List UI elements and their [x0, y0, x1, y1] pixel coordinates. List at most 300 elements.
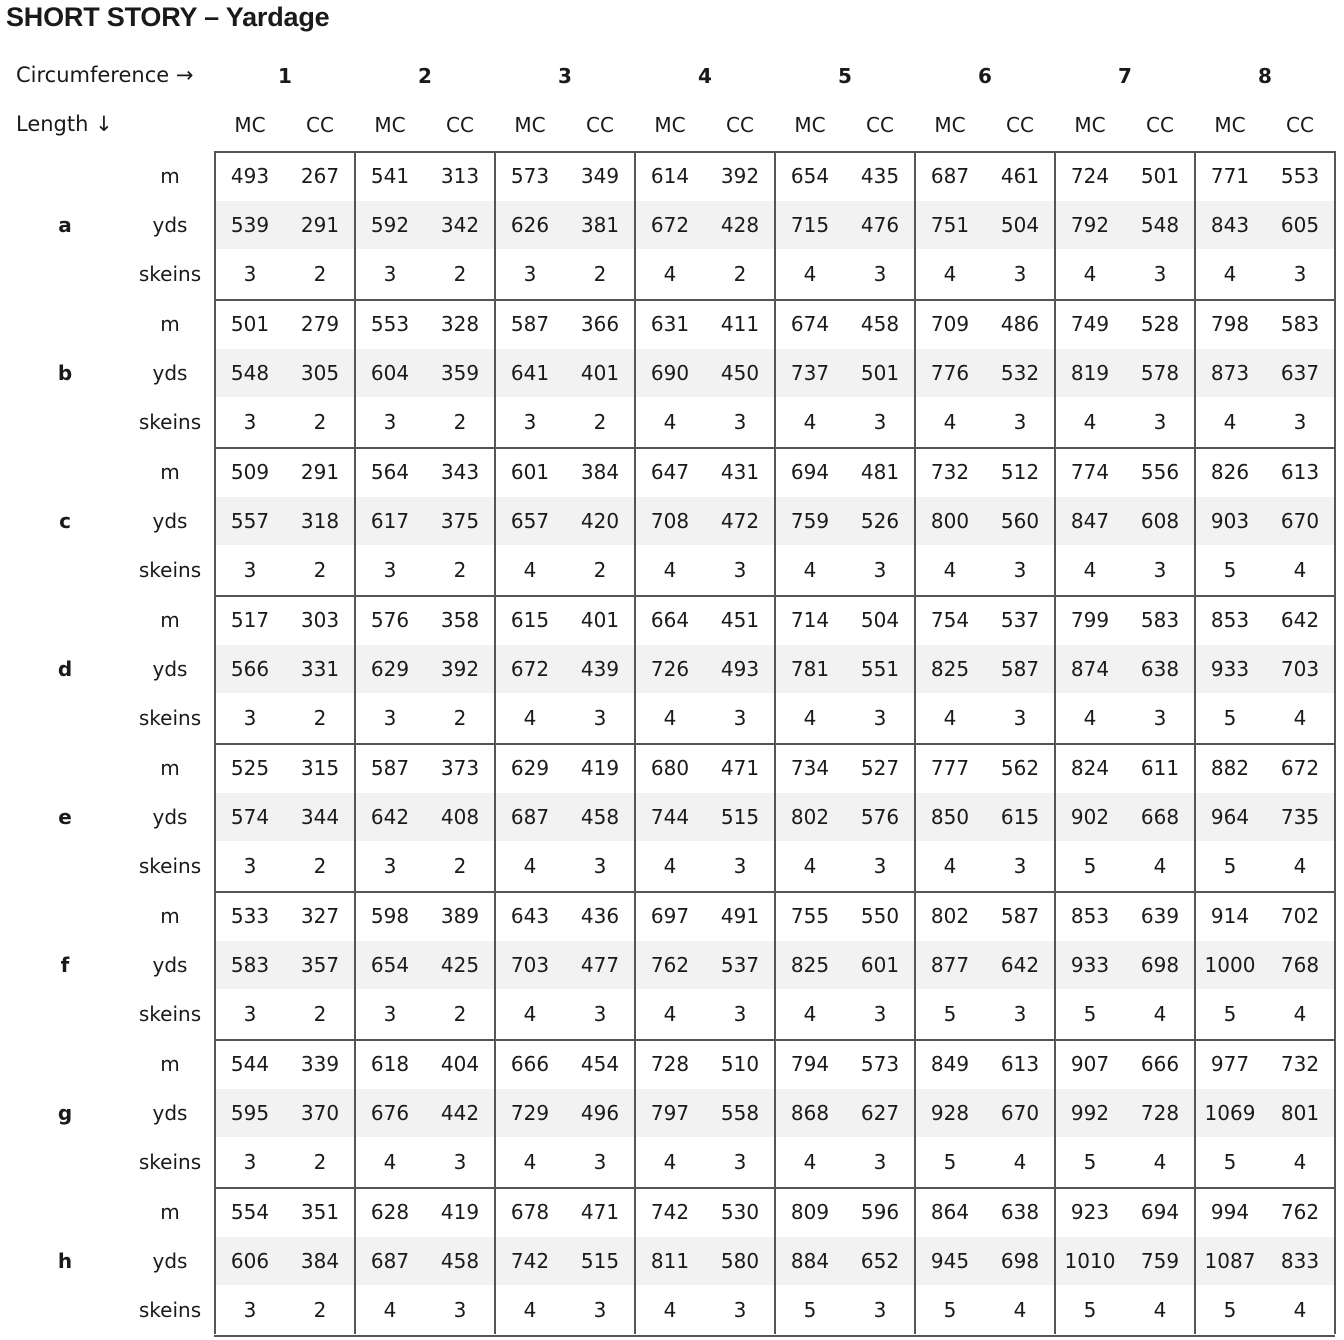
table-cell: 404: [440, 1052, 480, 1076]
table-cell: 3: [733, 1298, 747, 1322]
table-cell: 762: [650, 953, 690, 977]
table-cell: 4: [523, 1002, 537, 1026]
table-cell: 3: [873, 410, 887, 434]
table-cell: 799: [1070, 608, 1110, 632]
table-cell: 4: [1083, 410, 1097, 434]
length-label: Length ↓: [16, 112, 113, 136]
table-cell: 4: [943, 854, 957, 878]
table-cell: 638: [1140, 657, 1180, 681]
table-cell: 343: [440, 460, 480, 484]
table-cell: 690: [650, 361, 690, 385]
table-cell: 2: [453, 410, 467, 434]
table-cell: 291: [300, 460, 340, 484]
table-cell: 732: [1280, 1052, 1320, 1076]
unit-label: m: [160, 904, 180, 928]
size-header: 6: [978, 64, 992, 88]
table-cell: 359: [440, 361, 480, 385]
table-cell: 749: [1070, 312, 1110, 336]
unit-label: m: [160, 1052, 180, 1076]
table-cell: 3: [243, 410, 257, 434]
table-cell: 794: [790, 1052, 830, 1076]
table-cell: 771: [1210, 164, 1250, 188]
table-cell: 702: [1280, 904, 1320, 928]
table-cell: 853: [1070, 904, 1110, 928]
table-cell: 3: [1153, 558, 1167, 582]
unit-label: yds: [152, 361, 188, 385]
table-cell: 715: [790, 213, 830, 237]
table-cell: 428: [720, 213, 760, 237]
table-cell: 647: [650, 460, 690, 484]
table-cell: 3: [873, 558, 887, 582]
table-cell: 2: [593, 410, 607, 434]
table-cell: 342: [440, 213, 480, 237]
table-cell: 849: [930, 1052, 970, 1076]
table-cell: 3: [1013, 410, 1027, 434]
table-cell: 3: [1153, 262, 1167, 286]
table-cell: 587: [370, 756, 410, 780]
table-cell: 708: [650, 509, 690, 533]
table-cell: 3: [383, 410, 397, 434]
table-cell: 611: [1140, 756, 1180, 780]
table-cell: 2: [453, 1002, 467, 1026]
grid-hline: [214, 595, 1335, 597]
table-cell: 3: [1153, 706, 1167, 730]
table-cell: 539: [230, 213, 270, 237]
table-cell: 3: [243, 1002, 257, 1026]
table-cell: 811: [650, 1249, 690, 1273]
table-cell: 1010: [1064, 1249, 1116, 1273]
table-cell: 639: [1140, 904, 1180, 928]
length-label-e: e: [58, 805, 72, 829]
table-cell: 373: [440, 756, 480, 780]
table-cell: 2: [453, 558, 467, 582]
table-cell: 664: [650, 608, 690, 632]
table-cell: 303: [300, 608, 340, 632]
table-cell: 4: [803, 1150, 817, 1174]
table-cell: 291: [300, 213, 340, 237]
table-cell: 384: [580, 460, 620, 484]
table-cell: 515: [580, 1249, 620, 1273]
unit-label: skeins: [138, 1298, 202, 1322]
grid-hline: [214, 447, 1335, 449]
unit-label: skeins: [138, 262, 202, 286]
table-cell: 530: [720, 1200, 760, 1224]
table-cell: 678: [510, 1200, 550, 1224]
unit-label: yds: [152, 509, 188, 533]
table-cell: 853: [1210, 608, 1250, 632]
unit-label: yds: [152, 213, 188, 237]
table-cell: 642: [1000, 953, 1040, 977]
length-label-b: b: [57, 361, 73, 385]
table-cell: 5: [1083, 1002, 1097, 1026]
table-cell: 2: [733, 262, 747, 286]
table-cell: 491: [720, 904, 760, 928]
table-cell: 436: [580, 904, 620, 928]
table-cell: 637: [1280, 361, 1320, 385]
table-cell: 809: [790, 1200, 830, 1224]
table-cell: 819: [1070, 361, 1110, 385]
table-cell: 709: [930, 312, 970, 336]
table-cell: 873: [1210, 361, 1250, 385]
table-cell: 923: [1070, 1200, 1110, 1224]
unit-label: yds: [152, 1249, 188, 1273]
cc-header: CC: [1146, 113, 1174, 137]
mc-header: MC: [934, 113, 966, 137]
table-cell: 381: [580, 213, 620, 237]
table-cell: 4: [663, 558, 677, 582]
table-cell: 3: [1293, 410, 1307, 434]
cc-header: CC: [866, 113, 894, 137]
table-cell: 574: [230, 805, 270, 829]
table-cell: 551: [860, 657, 900, 681]
table-cell: 792: [1070, 213, 1110, 237]
table-cell: 670: [1280, 509, 1320, 533]
table-cell: 877: [930, 953, 970, 977]
table-cell: 670: [1000, 1101, 1040, 1125]
table-cell: 3: [873, 706, 887, 730]
table-cell: 5: [943, 1298, 957, 1322]
unit-label: m: [160, 312, 180, 336]
table-cell: 742: [650, 1200, 690, 1224]
grid-hline: [214, 1187, 1335, 1189]
cc-header: CC: [1006, 113, 1034, 137]
table-cell: 4: [943, 558, 957, 582]
table-cell: 504: [1000, 213, 1040, 237]
table-cell: 618: [370, 1052, 410, 1076]
unit-label: m: [160, 608, 180, 632]
unit-label: skeins: [138, 1150, 202, 1174]
table-cell: 884: [790, 1249, 830, 1273]
table-cell: 759: [1140, 1249, 1180, 1273]
table-cell: 4: [1293, 854, 1307, 878]
table-cell: 776: [930, 361, 970, 385]
table-cell: 357: [300, 953, 340, 977]
table-cell: 2: [313, 1298, 327, 1322]
table-cell: 666: [1140, 1052, 1180, 1076]
table-cell: 458: [440, 1249, 480, 1273]
table-cell: 654: [370, 953, 410, 977]
table-cell: 732: [930, 460, 970, 484]
table-cell: 595: [230, 1101, 270, 1125]
table-cell: 553: [1280, 164, 1320, 188]
table-cell: 4: [1083, 558, 1097, 582]
mc-header: MC: [1214, 113, 1246, 137]
table-cell: 613: [1000, 1052, 1040, 1076]
table-cell: 617: [370, 509, 410, 533]
table-cell: 576: [860, 805, 900, 829]
table-cell: 615: [1000, 805, 1040, 829]
table-cell: 471: [580, 1200, 620, 1224]
table-cell: 548: [1140, 213, 1180, 237]
table-cell: 3: [523, 262, 537, 286]
table-cell: 3: [733, 1150, 747, 1174]
table-cell: 4: [1223, 410, 1237, 434]
table-cell: 4: [523, 706, 537, 730]
table-cell: 874: [1070, 657, 1110, 681]
table-cell: 5: [1223, 1002, 1237, 1026]
table-cell: 305: [300, 361, 340, 385]
table-cell: 605: [1280, 213, 1320, 237]
table-cell: 458: [580, 805, 620, 829]
table-cell: 454: [580, 1052, 620, 1076]
table-cell: 4: [1153, 854, 1167, 878]
table-cell: 903: [1210, 509, 1250, 533]
table-cell: 526: [860, 509, 900, 533]
table-cell: 279: [300, 312, 340, 336]
table-cell: 3: [733, 706, 747, 730]
table-cell: 729: [510, 1101, 550, 1125]
table-cell: 3: [733, 854, 747, 878]
unit-label: m: [160, 1200, 180, 1224]
mc-header: MC: [654, 113, 686, 137]
cc-header: CC: [586, 113, 614, 137]
table-cell: 2: [453, 262, 467, 286]
table-cell: 315: [300, 756, 340, 780]
table-cell: 527: [860, 756, 900, 780]
table-cell: 4: [943, 706, 957, 730]
table-cell: 592: [370, 213, 410, 237]
table-cell: 598: [370, 904, 410, 928]
table-cell: 4: [803, 1002, 817, 1026]
table-cell: 802: [930, 904, 970, 928]
table-cell: 3: [733, 1002, 747, 1026]
length-label-f: f: [60, 953, 70, 977]
table-cell: 425: [440, 953, 480, 977]
table-cell: 548: [230, 361, 270, 385]
unit-label: skeins: [138, 706, 202, 730]
mc-header: MC: [514, 113, 546, 137]
table-cell: 714: [790, 608, 830, 632]
table-cell: 3: [383, 1002, 397, 1026]
table-cell: 550: [860, 904, 900, 928]
table-cell: 1069: [1204, 1101, 1256, 1125]
unit-label: skeins: [138, 410, 202, 434]
table-cell: 657: [510, 509, 550, 533]
table-cell: 680: [650, 756, 690, 780]
table-cell: 2: [313, 262, 327, 286]
table-cell: 3: [523, 410, 537, 434]
table-cell: 366: [580, 312, 620, 336]
table-cell: 4: [803, 854, 817, 878]
table-cell: 370: [300, 1101, 340, 1125]
table-cell: 4: [1153, 1150, 1167, 1174]
table-cell: 451: [720, 608, 760, 632]
table-cell: 327: [300, 904, 340, 928]
size-header: 5: [838, 64, 852, 88]
table-cell: 553: [370, 312, 410, 336]
table-cell: 3: [593, 854, 607, 878]
table-cell: 318: [300, 509, 340, 533]
table-cell: 375: [440, 509, 480, 533]
table-cell: 313: [440, 164, 480, 188]
table-cell: 5: [1083, 1150, 1097, 1174]
table-cell: 882: [1210, 756, 1250, 780]
table-cell: 864: [930, 1200, 970, 1224]
table-cell: 798: [1210, 312, 1250, 336]
table-cell: 824: [1070, 756, 1110, 780]
table-cell: 652: [860, 1249, 900, 1273]
table-cell: 442: [440, 1101, 480, 1125]
table-cell: 3: [873, 1002, 887, 1026]
table-cell: 907: [1070, 1052, 1110, 1076]
table-cell: 583: [1140, 608, 1180, 632]
unit-label: skeins: [138, 1002, 202, 1026]
table-cell: 476: [860, 213, 900, 237]
table-cell: 615: [510, 608, 550, 632]
table-cell: 411: [720, 312, 760, 336]
table-cell: 3: [873, 854, 887, 878]
table-cell: 4: [803, 410, 817, 434]
table-cell: 825: [790, 953, 830, 977]
table-cell: 2: [313, 558, 327, 582]
grid-hline: [214, 891, 1335, 893]
mc-header: MC: [374, 113, 406, 137]
table-cell: 528: [1140, 312, 1180, 336]
table-cell: 992: [1070, 1101, 1110, 1125]
table-cell: 735: [1280, 805, 1320, 829]
table-cell: 2: [313, 706, 327, 730]
table-cell: 928: [930, 1101, 970, 1125]
table-cell: 977: [1210, 1052, 1250, 1076]
table-cell: 4: [1293, 558, 1307, 582]
table-cell: 525: [230, 756, 270, 780]
table-cell: 933: [1210, 657, 1250, 681]
table-cell: 578: [1140, 361, 1180, 385]
circumference-label: Circumference →: [16, 63, 194, 87]
table-cell: 902: [1070, 805, 1110, 829]
table-cell: 509: [230, 460, 270, 484]
table-cell: 4: [1153, 1298, 1167, 1322]
table-cell: 668: [1140, 805, 1180, 829]
table-cell: 1000: [1204, 953, 1256, 977]
length-label-d: d: [57, 657, 73, 681]
table-cell: 351: [300, 1200, 340, 1224]
table-cell: 825: [930, 657, 970, 681]
table-cell: 580: [720, 1249, 760, 1273]
table-cell: 672: [650, 213, 690, 237]
table-cell: 826: [1210, 460, 1250, 484]
table-cell: 674: [790, 312, 830, 336]
table-cell: 728: [1140, 1101, 1180, 1125]
table-cell: 801: [1280, 1101, 1320, 1125]
length-label-c: c: [59, 509, 71, 533]
table-cell: 3: [383, 262, 397, 286]
table-cell: 439: [580, 657, 620, 681]
table-cell: 759: [790, 509, 830, 533]
table-cell: 945: [930, 1249, 970, 1273]
table-cell: 4: [663, 1002, 677, 1026]
table-cell: 777: [930, 756, 970, 780]
table-cell: 800: [930, 509, 970, 533]
table-cell: 4: [1153, 1002, 1167, 1026]
table-cell: 331: [300, 657, 340, 681]
table-cell: 781: [790, 657, 830, 681]
table-cell: 3: [1013, 706, 1027, 730]
table-cell: 501: [1140, 164, 1180, 188]
grid-hline: [214, 743, 1335, 745]
cc-header: CC: [1286, 113, 1314, 137]
size-header: 4: [698, 64, 712, 88]
table-cell: 754: [930, 608, 970, 632]
unit-label: m: [160, 164, 180, 188]
table-cell: 687: [370, 1249, 410, 1273]
table-cell: 486: [1000, 312, 1040, 336]
table-cell: 450: [720, 361, 760, 385]
table-cell: 3: [593, 1150, 607, 1174]
table-cell: 626: [510, 213, 550, 237]
table-cell: 676: [370, 1101, 410, 1125]
table-cell: 583: [230, 953, 270, 977]
table-cell: 703: [510, 953, 550, 977]
table-cell: 5: [943, 1002, 957, 1026]
mc-header: MC: [234, 113, 266, 137]
table-cell: 389: [440, 904, 480, 928]
table-cell: 517: [230, 608, 270, 632]
table-cell: 3: [243, 1150, 257, 1174]
page-title: SHORT STORY – Yardage: [6, 2, 330, 32]
table-cell: 641: [510, 361, 550, 385]
table-cell: 562: [1000, 756, 1040, 780]
table-cell: 558: [720, 1101, 760, 1125]
table-cell: 629: [370, 657, 410, 681]
table-cell: 5: [1223, 1298, 1237, 1322]
table-cell: 560: [1000, 509, 1040, 533]
size-header: 7: [1118, 64, 1132, 88]
table-cell: 3: [1013, 1002, 1027, 1026]
table-cell: 3: [383, 706, 397, 730]
table-cell: 3: [593, 1298, 607, 1322]
unit-label: skeins: [138, 558, 202, 582]
table-cell: 3: [1013, 262, 1027, 286]
table-cell: 3: [1153, 410, 1167, 434]
table-cell: 3: [243, 262, 257, 286]
table-cell: 768: [1280, 953, 1320, 977]
table-cell: 431: [720, 460, 760, 484]
table-cell: 4: [1293, 1002, 1307, 1026]
table-cell: 267: [300, 164, 340, 188]
table-cell: 3: [383, 854, 397, 878]
table-cell: 349: [580, 164, 620, 188]
grid-hline: [214, 1039, 1335, 1041]
table-cell: 3: [1013, 558, 1027, 582]
table-cell: 2: [313, 1150, 327, 1174]
table-cell: 4: [803, 558, 817, 582]
table-cell: 734: [790, 756, 830, 780]
unit-label: skeins: [138, 854, 202, 878]
table-cell: 698: [1000, 1249, 1040, 1273]
table-cell: 5: [1083, 1298, 1097, 1322]
table-cell: 512: [1000, 460, 1040, 484]
table-cell: 532: [1000, 361, 1040, 385]
table-cell: 843: [1210, 213, 1250, 237]
table-cell: 566: [230, 657, 270, 681]
table-cell: 687: [930, 164, 970, 188]
table-cell: 4: [1223, 262, 1237, 286]
table-cell: 4: [663, 262, 677, 286]
table-cell: 576: [370, 608, 410, 632]
table-cell: 3: [243, 706, 257, 730]
table-cell: 3: [733, 410, 747, 434]
table-cell: 694: [1140, 1200, 1180, 1224]
table-cell: 481: [860, 460, 900, 484]
table-cell: 471: [720, 756, 760, 780]
table-cell: 3: [593, 1002, 607, 1026]
table-cell: 4: [803, 262, 817, 286]
table-cell: 2: [453, 854, 467, 878]
table-cell: 2: [313, 410, 327, 434]
table-cell: 755: [790, 904, 830, 928]
table-cell: 477: [580, 953, 620, 977]
